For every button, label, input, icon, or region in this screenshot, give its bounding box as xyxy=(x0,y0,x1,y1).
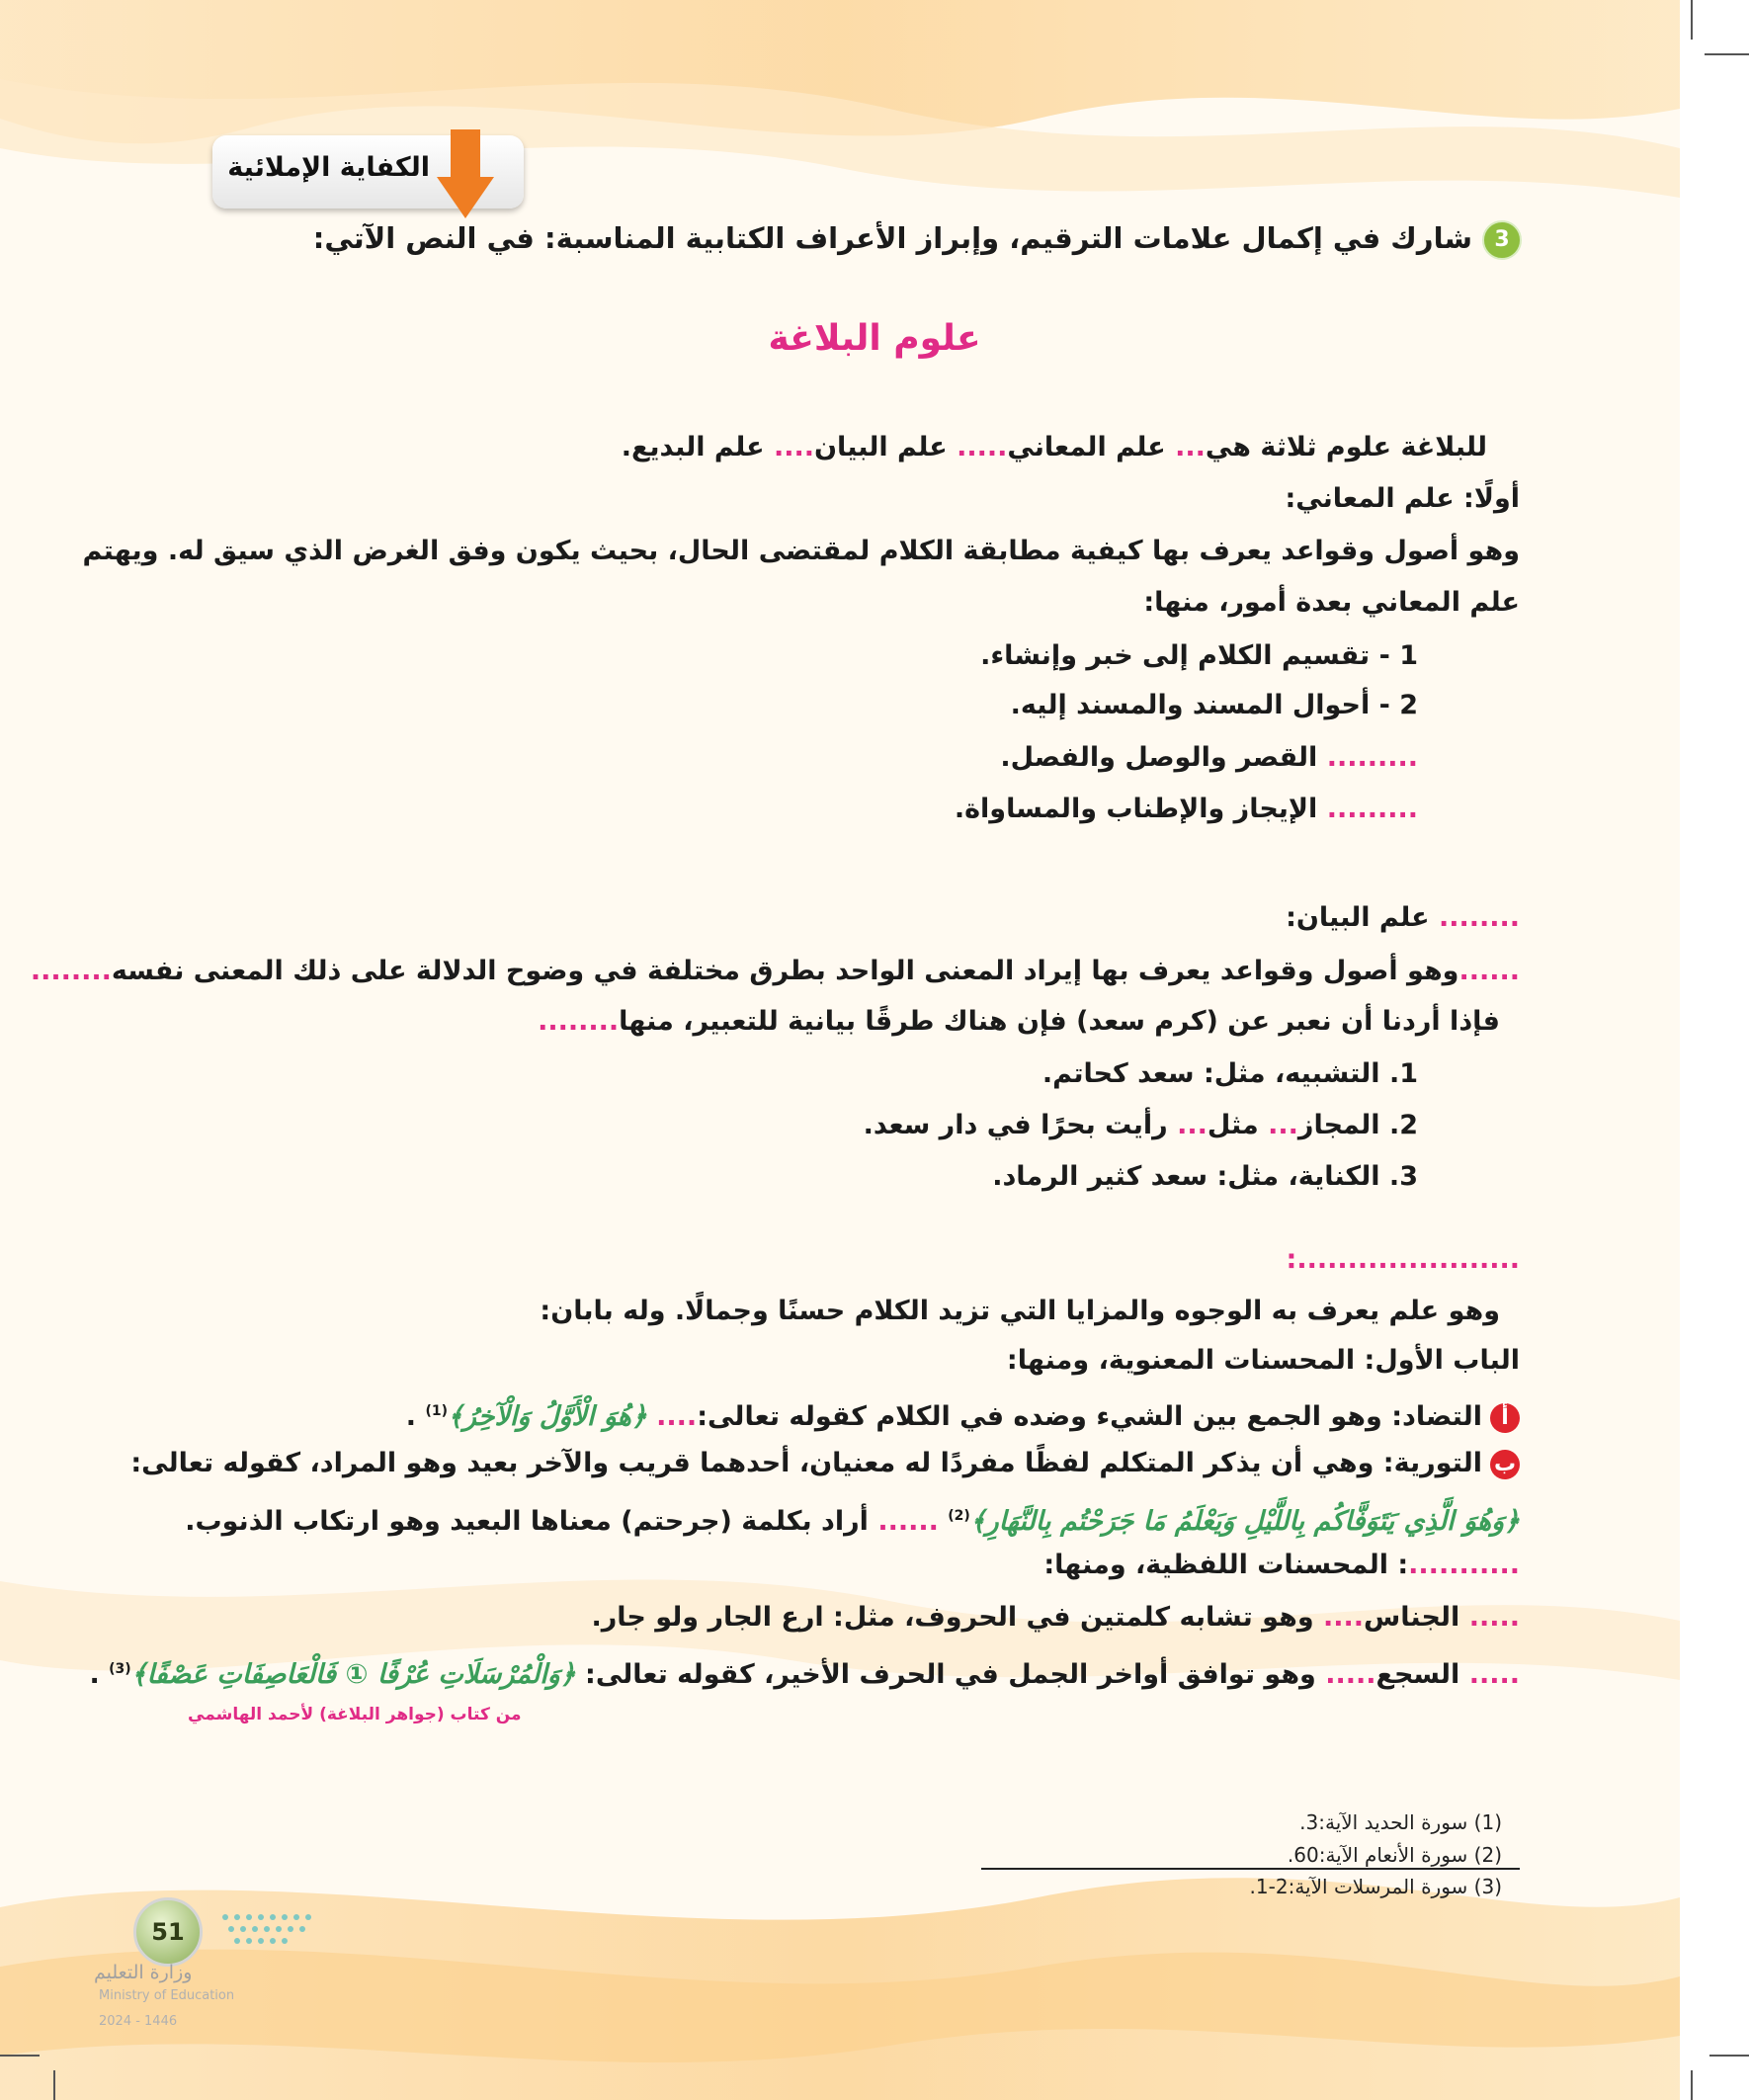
blank-dots: .... xyxy=(1323,1602,1365,1633)
blank-dots: ..... xyxy=(1468,1659,1520,1690)
intro-text: علم البديع. xyxy=(621,432,774,462)
bayan-item-text: مثل xyxy=(1207,1110,1269,1140)
blank-dots: .... xyxy=(656,1401,698,1432)
blank-dots: ... xyxy=(1175,432,1206,462)
maani-item-text: القصر والوصل والفصل. xyxy=(1000,742,1327,773)
badee-item-text: التورية: وهي أن يذكر المتكلم لفظًا مفردًا له معنيان، أحدهما قريب والآخر بعيد وهو المراد، كقوله تعالى: xyxy=(130,1448,1482,1478)
footnote-2: (2) سورة الأنعام الآية:60. xyxy=(1287,1843,1502,1867)
question-instruction xyxy=(188,215,1522,261)
blank-dots: ...... xyxy=(1458,956,1520,986)
maani-item-4 xyxy=(955,789,1418,830)
bayan-example-text: فإذا أردنا أن نعبر عن (كرم سعد) فإن هناك طرقًا بيانية للتعبير، منها xyxy=(619,1006,1500,1037)
blank-dots: ..... xyxy=(957,432,1008,462)
blank-dots: ... xyxy=(1177,1110,1208,1140)
bayan-heading-text: علم البيان: xyxy=(1286,902,1439,933)
maani-definition: وهو أصول وقواعد يعرف بها كيفية مطابقة الكلام لمقتضى الحال، بحيث يكون وفق الغرض الذي سيق له. ويهتم xyxy=(82,536,1520,566)
intro-text: علم البيان xyxy=(814,432,958,462)
ministry-name-en: Ministry of Education xyxy=(99,1988,235,2003)
blank-dots: ........ xyxy=(538,1006,620,1037)
question-number: 3 xyxy=(1482,220,1522,260)
item-badge: أ xyxy=(1490,1403,1520,1433)
ministry-logo-icon xyxy=(217,1907,326,1957)
footnote-ref: (2) xyxy=(948,1508,970,1524)
badee-item-text: التضاد: وهو الجمع بين الشيء وضده في الكلام كقوله تعالى: xyxy=(697,1401,1482,1432)
question-text: شارك في إكمال علامات الترقيم، وإبراز الأعراف الكتابية المناسبة: في النص الآتي: xyxy=(312,221,1472,255)
bayan-item-text: رأيت بحرًا في دار سعد. xyxy=(863,1110,1178,1140)
page-number: 51 xyxy=(133,1897,203,1967)
maani-heading: أولًا: علم المعاني: xyxy=(1285,483,1520,514)
badee-saja xyxy=(89,1648,1520,1696)
maani-item-3 xyxy=(1000,737,1418,779)
source-citation: من كتاب (جواهر البلاغة) لأحمد الهاشمي xyxy=(188,1705,522,1724)
blank-dots: ......... xyxy=(1326,742,1418,773)
badee-item-text: الجناس xyxy=(1364,1602,1469,1633)
maani-item-text: الإيجاز والإطناب والمساواة. xyxy=(954,794,1327,824)
section-tab-label: الكفاية الإملائية xyxy=(227,152,430,183)
badee-bab-2-text: : المحسنات اللفظية، ومنها: xyxy=(1043,1550,1409,1580)
badee-item-text: . xyxy=(89,1659,100,1690)
badee-item-text: . xyxy=(405,1401,417,1432)
badee-heading-blank: ......................: xyxy=(1286,1244,1520,1275)
badee-item-b-cont xyxy=(185,1495,1520,1543)
blank-dots: .... xyxy=(773,432,815,462)
bayan-definition xyxy=(31,951,1520,992)
blank-dots: ..... xyxy=(1325,1659,1376,1690)
footnote-3: (3) سورة المرسلات الآية:2-1. xyxy=(1249,1875,1502,1898)
footnote-ref: (3) xyxy=(109,1661,131,1677)
intro-line xyxy=(622,427,1487,468)
intro-text: علم المعاني xyxy=(1007,432,1176,462)
quran-verse: ﴿هُوَ الْأَوَّلُ وَالْآخِرُ﴾ xyxy=(448,1401,647,1432)
quran-verse: ﴿وَهُوَ الَّذِي يَتَوَفَّاكُم بِاللَّيْلِ وَيَعْلَمُ مَا جَرَحْتُم بِالنَّهَارِ﴾ xyxy=(969,1506,1520,1537)
bayan-item-1: 1. التشبيه، مثل: سعد كحاتم. xyxy=(1041,1058,1418,1089)
badee-bab-2 xyxy=(1043,1545,1520,1586)
ministry-name-ar: وزارة التعليم xyxy=(94,1962,193,1983)
maani-item-1: 1 - تقسيم الكلام إلى خبر وإنشاء. xyxy=(980,640,1418,671)
badee-item-text: أراد بكلمة (جرحتم) معناها البعيد وهو ارتكاب الذنوب. xyxy=(185,1506,878,1537)
bayan-heading xyxy=(1286,897,1520,939)
bayan-item-3: 3. الكناية، مثل: سعد كثير الرماد. xyxy=(992,1161,1418,1192)
footnote-divider xyxy=(981,1868,1520,1870)
blank-dots: ..... xyxy=(1468,1602,1520,1633)
bayan-example xyxy=(538,1001,1500,1043)
footnote-1: (1) سورة الحديد الآية:3. xyxy=(1299,1810,1502,1834)
bayan-definition-text: وهو أصول وقواعد يعرف بها إيراد المعنى الواحد بطرق مختلفة في وضوح الدلالة على ذلك المعنى نفسه xyxy=(111,956,1459,986)
badee-item-text: السجع xyxy=(1375,1659,1469,1690)
bayan-item-2 xyxy=(864,1105,1418,1146)
ministry-year: 2024 - 1446 xyxy=(99,2014,178,2029)
maani-item-2: 2 - أحوال المسند والمسند إليه. xyxy=(1010,690,1418,720)
badee-item-b xyxy=(130,1443,1520,1484)
badee-bab-1: الباب الأول: المحسنات المعنوية، ومنها: xyxy=(1006,1345,1520,1376)
quran-verse: ﴿وَالْمُرْسَلَاتِ عُرْفًا ① فَالْعَاصِفَاتِ عَصْفًا﴾ xyxy=(130,1659,576,1690)
blank-dots: ........ xyxy=(30,956,112,986)
maani-definition-cont: علم المعاني بعدة أمور، منها: xyxy=(1143,587,1520,618)
badee-item-a xyxy=(406,1390,1520,1438)
section-tab xyxy=(212,135,524,209)
item-badge: ب xyxy=(1490,1450,1520,1479)
badee-item-text: وهو تشابه كلمتين في الحروف، مثل: ارع الجار ولو جار. xyxy=(591,1602,1323,1633)
page-title: علوم البلاغة xyxy=(768,318,981,359)
badee-item-text: وهو توافق أواخر الجمل في الحرف الأخير، كقوله تعالى: xyxy=(585,1659,1326,1690)
badee-definition: وهو علم يعرف به الوجوه والمزايا التي تزيد الكلام حسنًا وجمالًا. وله بابان: xyxy=(540,1296,1500,1326)
blank-dots: ........ xyxy=(1438,902,1520,933)
arrow-down-icon xyxy=(437,129,494,218)
bayan-item-text: 2. المجاز xyxy=(1297,1110,1418,1140)
badee-jinas xyxy=(591,1597,1520,1638)
footnote-ref: (1) xyxy=(425,1403,449,1419)
blank-dots: ........... xyxy=(1408,1550,1520,1580)
blank-dots: ...... xyxy=(877,1506,939,1537)
intro-text: للبلاغة علوم ثلاثة هي xyxy=(1205,432,1487,462)
blank-dots: ... xyxy=(1268,1110,1298,1140)
blank-dots: ......... xyxy=(1326,794,1418,824)
